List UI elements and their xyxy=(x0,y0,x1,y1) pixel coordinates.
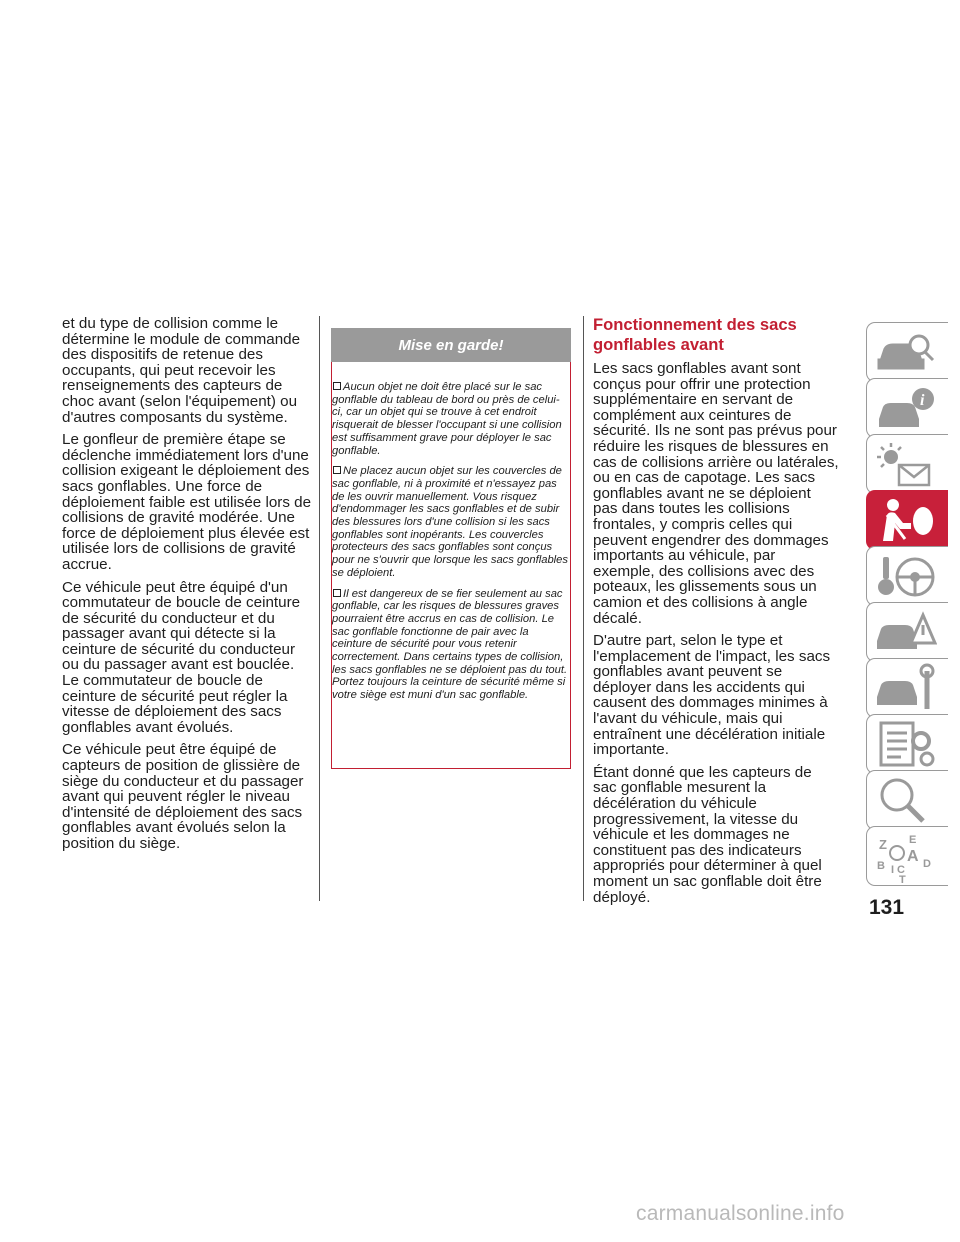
tab-specifications[interactable] xyxy=(866,714,948,774)
warning-item-text: Aucun objet ne doit être placé sur le sac gonflable du tableau de bord ou près de celui-ci, car un objet qui se trouve à cet endroit risquerait de blesser l'occupant si une collision est suffisamment grave pour déployer le sac gonflable. xyxy=(332,381,562,457)
tab-starting-driving[interactable] xyxy=(866,546,948,606)
tab-car-info[interactable] xyxy=(866,378,948,438)
warning-item-text: Ne placez aucun objet sur les couvercles de sac gonflable, ni à proximité et n'essayez pas de les ouvrir manuellement. Vous risquez d'endommager les sacs gonflables et de subir des blessures lors d'une collision si les sacs gonflables sont inopérants. Les couvercles protecteurs des sacs gonflables sont conçus pour ne s'ouvrir que lorsque les sacs gonflables se déploient. xyxy=(332,465,568,579)
svg-text:D: D xyxy=(923,858,931,870)
tab-safety[interactable] xyxy=(866,490,948,550)
page-number: 131 xyxy=(869,896,905,919)
checkbox-bullet-icon xyxy=(333,466,341,474)
alphabet-index-icon xyxy=(873,831,937,883)
tab-emergency[interactable] xyxy=(866,602,948,662)
warning-list xyxy=(332,381,568,710)
tab-alphabetical-index[interactable] xyxy=(866,826,948,886)
body-column-3 xyxy=(593,361,839,912)
column-divider xyxy=(319,316,320,901)
paragraph: Ce véhicule peut être équipé de capteurs de position de glissière de siège du conducteur et du passager avant qui peuvent régler le niveau d'intensité de déploiement des sacs gonflables avant évolués selon la position du siège. xyxy=(62,741,304,852)
svg-text:A: A xyxy=(907,848,919,865)
svg-text:B: B xyxy=(877,860,885,872)
warning-item xyxy=(332,465,568,579)
warning-item-text: Il est dangereux de se fier seulement au sac gonflable, car les risques de blessures graves pourraient être accrus en cas de collision. Le sac gonflable fonctionne de pair avec la ceinture de sécurité pour vous retenir correctement. Dans certains types de collision, les sacs gonflables ne se déploient pas du tout. Portez toujours la ceinture de sécurité même si votre siège est muni d'un sac gonflable. xyxy=(332,587,568,702)
seatbelt-airbag-icon xyxy=(873,495,937,547)
svg-text:E: E xyxy=(909,834,917,846)
svg-text:i: i xyxy=(920,392,925,409)
svg-text:Z: Z xyxy=(879,837,887,852)
svg-text:I: I xyxy=(891,864,895,876)
paragraph: Ce véhicule peut être équipé d'un commutateur de boucle de ceinture de sécurité du conducteur et du passager avant qui détecte si la ceinture de sécurité du conducteur ou du passager avant est bouclée. Le commutateur de boucle de ceinture de sécurité peut régler la vitesse de déploiement des sacs gonflables avant évolués. xyxy=(62,578,301,736)
key-steering-wheel-icon xyxy=(873,551,937,603)
tab-servicing[interactable] xyxy=(866,658,948,718)
warning-lights-message-icon xyxy=(873,439,937,491)
warning-item xyxy=(332,588,568,702)
magnifier-index-icon xyxy=(873,775,937,827)
watermark: carmanualsonline.info xyxy=(636,1202,845,1225)
car-search-icon xyxy=(873,327,937,379)
paragraph: Étant donné que les capteurs de sac gonflable mesurent la décélération du véhicule progressivement, la vitesse du véhicule et les dommages ne constituent pas des indicateurs appropriés pour déterminer à quel moment un sac gonflable doit être déployé. xyxy=(593,763,822,906)
car-wrench-icon xyxy=(873,663,937,715)
warning-title: Mise en garde! xyxy=(331,328,571,362)
tab-warning-lights[interactable] xyxy=(866,434,948,494)
section-heading: Fonctionnement des sacs gonflables avant xyxy=(593,315,797,354)
svg-text:C: C xyxy=(897,864,905,876)
checkbox-bullet-icon xyxy=(333,589,341,597)
body-column-1 xyxy=(62,316,312,859)
paragraph: D'autre part, selon le type et l'emplacement de l'impact, les sacs gonflables avant peuvent se déployer dans les accidents qui causent des dommages minimes à l'avant du véhicule, mais qui entraînent une décélération initiale importante. xyxy=(593,632,831,759)
paragraph: et du type de collision comme le détermine le module de commande des dispositifs de retenue des occupants, qui peut recevoir les renseignements des capteurs de choc avant (selon l'équipement) ou d'autres composants du système. xyxy=(62,315,301,426)
column-divider xyxy=(583,316,584,901)
checkbox-bullet-icon xyxy=(333,382,341,390)
specifications-list-icon xyxy=(873,719,937,771)
paragraph: Le gonfleur de première étape se déclenche immédiatement lors d'une collision exigeant le déploiement des sacs gonflables. Une force de déploiement faible est utilisée lors de collisions de gravité modérée. Une force de déploiement plus élevée est utilisée lors de collisions de gravité accrue. xyxy=(62,431,312,573)
car-breakdown-icon xyxy=(873,607,937,659)
tab-car-search[interactable] xyxy=(866,322,948,382)
tab-index[interactable] xyxy=(866,770,948,830)
svg-text:T: T xyxy=(899,874,906,883)
warning-item xyxy=(332,381,568,457)
car-info-icon xyxy=(873,383,937,435)
paragraph: Les sacs gonflables avant sont conçus pour offrir une protection supplémentaire en servant de complément aux ceintures de sécurité. Ils ne sont pas prévus pour réduire les risques de blessures en cas de collisions arrière ou latérales, ou en cas de capotage. Les sacs gonflables avant ne se déploient pas dans toutes les collisions frontales, y compris celles qui peuvent engendrer des dommages importants au véhicule, par exemple, des collisions avec des poteaux, les glissements sous un camion et des collisions à angle décalé. xyxy=(593,360,839,627)
